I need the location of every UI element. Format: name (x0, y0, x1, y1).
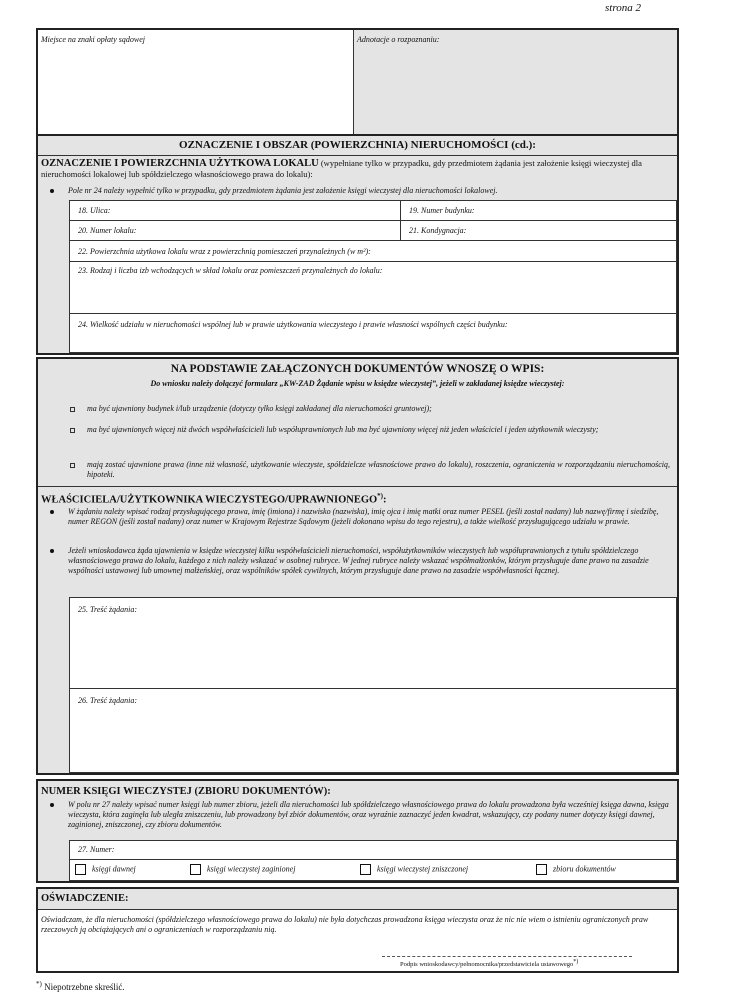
statement-heading: OŚWIADCZENIE: (38, 889, 677, 909)
annotations-box: Adnotacje o rozpoznaniu: (354, 30, 677, 134)
property-section (36, 28, 679, 355)
fee-place-box: Miejsce na znaki opłaty sądowej (38, 30, 354, 134)
field-21-floor[interactable]: 21. Kondygnacja: (400, 220, 677, 241)
kw-number-section (36, 779, 679, 883)
square-bullet-icon (70, 463, 75, 468)
bullet-icon (50, 510, 54, 514)
premises-bullet: Pole nr 24 należy wypełnić tylko w przypadku, gdy przedmiotem żądania jest założenie księgi wieczystej dla nieruchomości lokalowej. (50, 186, 670, 196)
checkbox-icon[interactable] (536, 864, 547, 875)
square-bullet-icon (70, 428, 75, 433)
signature-line (382, 956, 632, 957)
request-item-3: mają zostać ujawnione prawa (inne niż własność, użytkowanie wieczyste, spółdzielcze własnościowe prawo do lokalu), roszczenia, ograniczenia w rozporządzaniu nieruchomością, hipoteki. (70, 460, 670, 480)
request-item-2: ma być ujawnionych więcej niż dwóch współwłaścicieli lub współuprawnionych lub ma być ujawniony więcej niż jeden właściciel i jeden użytkownik wieczysty; (70, 425, 670, 435)
option-old-book[interactable]: księgi dawnej (75, 864, 136, 875)
checkbox-icon[interactable] (360, 864, 371, 875)
bullet-icon (50, 549, 54, 553)
option-destroyed-book[interactable]: księgi wieczystej zniszczonej (360, 864, 468, 875)
field-27-number[interactable]: 27. Numer: (69, 840, 677, 860)
owner-heading: WŁAŚCICIELA/UŻYTKOWNIKA WIECZYSTEGO/UPRAWNIONEGO*): (41, 492, 387, 506)
request-title: NA PODSTAWIE ZAŁĄCZONYCH DOKUMENTÓW WNOSZĘ O WPIS: (170, 363, 545, 375)
property-section-title: OZNACZENIE I OBSZAR (POWIERZCHNIA) NIERUCHOMOŚCI (cd.): (38, 136, 677, 155)
field-18-street[interactable]: 18. Ulica: (69, 200, 401, 221)
field-20-unit-number[interactable]: 20. Numer lokalu: (69, 220, 401, 241)
field-22-area[interactable]: 22. Powierzchnia użytkowa lokalu wraz z powierzchnią pomieszczeń przynależnych (w m²): (69, 240, 677, 262)
bullet-icon (50, 189, 54, 193)
field-24-share[interactable]: 24. Wielkość udziału w nieruchomości wspólnej lub w prawie użytkowania wieczystego i prawie własności wspólnych części budynku: (69, 313, 677, 353)
field-26-request-content[interactable]: 26. Treść żądania: (69, 688, 677, 773)
page-number: strona 2 (605, 2, 641, 14)
signature-label: Podpis wnioskodawcy/pełnomocnika/przedstawiciela ustawowego*) (400, 959, 579, 969)
option-lost-book[interactable]: księgi wieczystej zaginionej (190, 864, 295, 875)
field-25-request-content[interactable]: 25. Treść żądania: (69, 597, 677, 689)
kw-number-bullet: W polu nr 27 należy wpisać numer księgi lub numer zbioru, jeżeli dla nieruchomości lub spółdzielczego własnościowego prawa do lokalu prowadzona była wcześniej księga dawna, księga wieczysta, która zaginęła lub uległa zniszczeniu, lub prowadzony był zbiór dokumentów, oraz wyraźnie zaznaczyć jeden kwadrat, wskazujący, czy podany numer dotyczy księgi dawnej, zaginionej, zniszczonej, czy zbioru dokumentów. (50, 800, 670, 830)
field-19-building-number[interactable]: 19. Numer budynku: (400, 200, 677, 221)
statement-text: Oświadczam, że dla nieruchomości (spółdzielczego własnościowego prawa do lokalu) nie była dotychczas prowadzona księga wieczysta oraz że nic nie wiem o istnieniu ograniczonych praw rzeczowych ją obciążających ani o ograniczeniach w rozporządzaniu nią. (41, 915, 649, 934)
checkbox-icon[interactable] (190, 864, 201, 875)
footnote: *) Niepotrzebne skreślić. (36, 980, 125, 992)
bullet-icon (50, 803, 54, 807)
kw-number-heading: NUMER KSIĘGI WIECZYSTEJ (ZBIORU DOKUMENTÓW): (41, 786, 331, 797)
request-section (36, 357, 679, 775)
checkbox-icon[interactable] (75, 864, 86, 875)
statement-section (36, 887, 679, 973)
premises-heading: OZNACZENIE I POWIERZCHNIA UŻYTKOWA LOKALU (wypełniane tylko w przypadku, gdy przedmiotem żądania jest założenie księgi wieczystej dla nieruchomości lokalowej lub spółdzielczego własnościowego prawa do lokalu): (41, 158, 642, 179)
field-23-rooms[interactable]: 23. Rodzaj i liczba izb wchodzących w skład lokalu oraz pomieszczeń przynależnych do lokalu: (69, 261, 677, 314)
request-item-1: ma być ujawniony budynek i/lub urządzenie (dotyczy tylko księgi zakładanej dla nieruchomości gruntowej); (70, 404, 670, 414)
option-document-collection[interactable]: zbioru dokumentów (536, 864, 616, 875)
square-bullet-icon (70, 407, 75, 412)
request-intro: Do wniosku należy dołączyć formularz „KW-ZAD Żądanie wpisu w księdze wieczystej”, jeżeli w zakładanej księdze wieczystej: (150, 379, 565, 388)
owner-bullet-2: Jeżeli wnioskodawca żąda ujawnienia w księdze wieczystej kilku współwłaścicieli nieruchomości, współużytkowników wieczystych lub współuprawnionych z tytułu spółdzielczego własnościowego prawa do lokalu, każdego z nich należy wskazać w osobnej rubryce. W jednej rubryce należy wskazać współmałżonków, którym przysługuje dane prawo na zasadzie wspólności ustawowej lub umownej małżeńskiej, oraz wspólników spółek cywilnych, którym przysługuje dane prawo na zasadzie współwłasności łącznej. (50, 546, 670, 576)
owner-bullet-1: W żądaniu należy wpisać rodzaj przysługującego prawa, imię (imiona) i nazwisko (nazwiska), imię ojca i imię matki oraz numer PESEL (jeśli został nadany) lub nazwę/firmę i siedzibę, numer REGON (jeśli został nadany) oraz numer w Krajowym Rejestrze Sądowym (jeżeli dokonano wpisu do tego rejestru), a także wielkość przysługującego udziału w prawie. (50, 507, 670, 527)
